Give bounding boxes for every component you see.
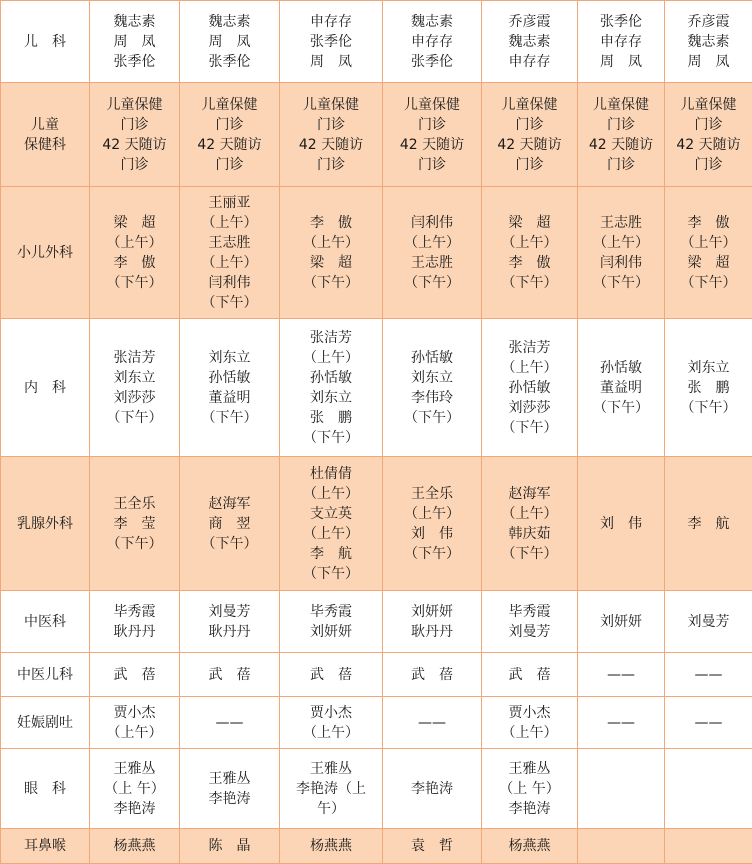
department-cell: 中医儿科	[1, 653, 90, 697]
department-cell: 内 科	[1, 319, 90, 457]
department-cell: 妊娠剧吐	[1, 697, 90, 749]
schedule-cell: ——	[383, 697, 482, 749]
schedule-cell: 刘东立 张 鹏 （下午）	[665, 319, 752, 457]
schedule-cell: 魏志素 周 凤 张季伦	[180, 1, 280, 83]
schedule-cell: 李 航	[665, 457, 752, 591]
schedule-cell: 乔彦霞 魏志素 周 凤	[665, 1, 752, 83]
schedule-cell: 武 蓓	[482, 653, 578, 697]
schedule-cell: 李 傲 （上午） 梁 超 （下午）	[665, 187, 752, 319]
schedule-cell: 王雅丛 （上 午） 李艳涛	[90, 749, 180, 829]
department-cell: 耳鼻喉	[1, 829, 90, 864]
schedule-cell: 王雅丛 （上 午） 李艳涛	[482, 749, 578, 829]
schedule-cell: 儿童保健 门诊 42 天随访 门诊	[383, 83, 482, 187]
schedule-cell: 刘曼芳	[665, 591, 752, 653]
schedule-cell: 梁 超 （上午） 李 傲 （下午）	[90, 187, 180, 319]
schedule-row	[1, 653, 752, 697]
schedule-cell: ——	[578, 697, 665, 749]
schedule-cell: ——	[578, 653, 665, 697]
schedule-cell: 张洁芳 （上午） 孙恬敏 刘莎莎 （下午）	[482, 319, 578, 457]
schedule-cell: 儿童保健 门诊 42 天随访 门诊	[665, 83, 752, 187]
schedule-cell: 毕秀霞 刘妍妍	[280, 591, 383, 653]
schedule-row	[1, 697, 752, 749]
schedule-cell: 贾小杰 （上午）	[482, 697, 578, 749]
schedule-cell: 王全乐 （上午） 刘 伟 （下午）	[383, 457, 482, 591]
department-cell: 眼 科	[1, 749, 90, 829]
schedule-cell: 武 蓓	[383, 653, 482, 697]
schedule-cell: 毕秀霞 刘曼芳	[482, 591, 578, 653]
schedule-cell: ——	[665, 653, 752, 697]
schedule-cell: 魏志素 申存存 张季伦	[383, 1, 482, 83]
schedule-cell: 张洁芳 （上午） 孙恬敏 刘东立 张 鹏 （下午）	[280, 319, 383, 457]
schedule-row	[1, 319, 752, 457]
schedule-row	[1, 829, 752, 864]
schedule-cell: 儿童保健 门诊 42 天随访 门诊	[578, 83, 665, 187]
schedule-cell: 刘 伟	[578, 457, 665, 591]
schedule-cell: 武 蓓	[280, 653, 383, 697]
schedule-cell: 贾小杰 （上午）	[280, 697, 383, 749]
schedule-cell: 孙恬敏 董益明 （下午）	[578, 319, 665, 457]
schedule-cell: 杨燕燕	[280, 829, 383, 864]
schedule-cell: 袁 哲	[383, 829, 482, 864]
schedule-cell: 毕秀霞 耿丹丹	[90, 591, 180, 653]
schedule-cell: 儿童保健 门诊 42 天随访 门诊	[90, 83, 180, 187]
schedule-cell: 武 蓓	[90, 653, 180, 697]
schedule-cell: 王雅丛 李艳涛	[180, 749, 280, 829]
schedule-cell: 杨燕燕	[482, 829, 578, 864]
schedule-cell: 杨燕燕	[90, 829, 180, 864]
schedule-cell: 刘妍妍	[578, 591, 665, 653]
schedule-cell: 赵海军 商 翌 （下午）	[180, 457, 280, 591]
schedule-cell	[578, 749, 665, 829]
schedule-cell: 孙恬敏 刘东立 李伟玲 （下午）	[383, 319, 482, 457]
schedule-cell: 赵海军 （上午） 韩庆茹 （下午）	[482, 457, 578, 591]
department-cell: 乳腺外科	[1, 457, 90, 591]
schedule-cell: 乔彦霞 魏志素 申存存	[482, 1, 578, 83]
schedule-cell: 魏志素 周 凤 张季伦	[90, 1, 180, 83]
schedule-row	[1, 591, 752, 653]
schedule-body	[1, 1, 752, 864]
department-cell: 儿童 保健科	[1, 83, 90, 187]
schedule-cell: ——	[180, 697, 280, 749]
schedule-cell: 刘东立 孙恬敏 董益明 （下午）	[180, 319, 280, 457]
schedule-cell: 闫利伟 （上午） 王志胜 （下午）	[383, 187, 482, 319]
schedule-cell: 陈 晶	[180, 829, 280, 864]
schedule-cell: 武 蓓	[180, 653, 280, 697]
schedule-cell: 杜倩倩 （上午） 支立英 （上午） 李 航 （下午）	[280, 457, 383, 591]
schedule-cell: 王全乐 李 莹 （下午）	[90, 457, 180, 591]
schedule-cell: 儿童保健 门诊 42 天随访 门诊	[180, 83, 280, 187]
schedule-row	[1, 749, 752, 829]
schedule-cell: ——	[665, 697, 752, 749]
schedule-cell	[578, 829, 665, 864]
department-cell: 儿 科	[1, 1, 90, 83]
schedule-cell: 申存存 张季伦 周 凤	[280, 1, 383, 83]
schedule-row	[1, 1, 752, 83]
schedule-cell: 儿童保健 门诊 42 天随访 门诊	[482, 83, 578, 187]
schedule-cell: 贾小杰 （上午）	[90, 697, 180, 749]
schedule-cell: 梁 超 （上午） 李 傲 （下午）	[482, 187, 578, 319]
schedule-cell: 张季伦 申存存 周 凤	[578, 1, 665, 83]
schedule-cell: 刘妍妍 耿丹丹	[383, 591, 482, 653]
schedule-cell: 王雅丛 李艳涛（上 午）	[280, 749, 383, 829]
schedule-cell: 王志胜 （上午） 闫利伟 （下午）	[578, 187, 665, 319]
schedule-cell: 李艳涛	[383, 749, 482, 829]
schedule-cell: 李 傲 （上午） 梁 超 （下午）	[280, 187, 383, 319]
schedule-row	[1, 187, 752, 319]
schedule-row	[1, 83, 752, 187]
schedule-cell	[665, 829, 752, 864]
schedule-cell: 王丽亚 （上午） 王志胜 （上午） 闫利伟 （下午）	[180, 187, 280, 319]
schedule-cell: 刘曼芳 耿丹丹	[180, 591, 280, 653]
schedule-cell	[665, 749, 752, 829]
department-cell: 中医科	[1, 591, 90, 653]
department-cell: 小儿外科	[1, 187, 90, 319]
schedule-row	[1, 457, 752, 591]
schedule-cell: 儿童保健 门诊 42 天随访 门诊	[280, 83, 383, 187]
schedule-cell: 张洁芳 刘东立 刘莎莎 （下午）	[90, 319, 180, 457]
